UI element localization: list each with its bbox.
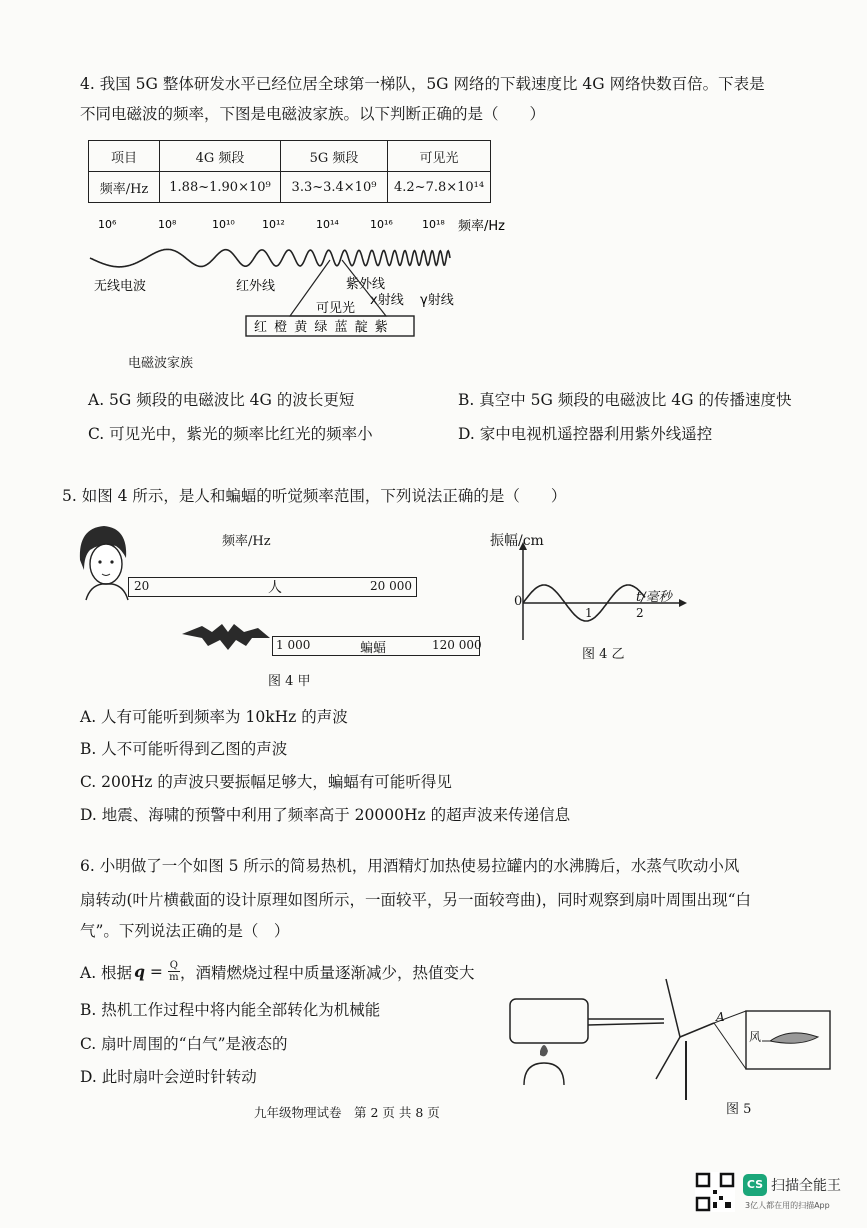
human-range-name: 人	[268, 580, 282, 596]
table-cell: 1.88~1.90×10⁹	[160, 172, 281, 203]
formula-numerator: Q	[169, 960, 178, 971]
spectrum-caption: 电磁波家族	[128, 356, 194, 371]
q6-option-c[interactable]: C. 扇叶周围的“白气”是液态的	[80, 1035, 288, 1053]
table-header-row	[89, 141, 491, 172]
q5-stem: 5. 如图 4 所示，是人和蝙蝠的听觉频率范围，下列说法正确的是（ ）	[62, 487, 567, 505]
fan-blades	[656, 979, 680, 1079]
fig4b-xlabel: t/毫秒	[636, 590, 672, 605]
tick-label: 10¹⁰	[212, 218, 235, 231]
qr-code-icon	[695, 1172, 735, 1212]
fig4a-caption: 图 4 甲	[268, 674, 311, 689]
table-header-cell: 4G 频段	[160, 141, 281, 172]
fig5-label-a: A	[716, 1010, 725, 1024]
q5-option-a[interactable]: A. 人有可能听到频率为 10kHz 的声波	[80, 708, 348, 726]
tick-label: 10⁸	[158, 218, 177, 231]
fig4b-caption: 图 4 乙	[582, 647, 625, 662]
q6-stem-line3: 气”。下列说法正确的是（ ）	[80, 922, 290, 940]
q4-stem-line2: 不同电磁波的频率，下图是电磁波家族。以下判断正确的是（ ）	[80, 105, 546, 123]
q5-option-b[interactable]: B. 人不可能听得到乙图的声波	[80, 740, 288, 758]
q6-option-a-suffix: ，酒精燃烧过程中质量逐渐减少，热值变大	[179, 963, 475, 982]
person-head-image	[72, 520, 132, 602]
table-cell: 3.3~3.4×10⁹	[281, 172, 388, 203]
radio-wave-label: 无线电波	[94, 279, 147, 294]
tick-label: 10¹⁶	[370, 218, 393, 231]
q4-frequency-table	[88, 140, 491, 203]
q6-option-b[interactable]: B. 热机工作过程中将内能全部转化为机械能	[80, 1001, 381, 1019]
visible-colors-label: 红 橙 黄 绿 蓝 靛 紫	[254, 320, 390, 335]
em-spectrum-figure	[80, 212, 540, 342]
formula-q: q	[134, 962, 145, 981]
tick-label: 10⁶	[98, 218, 117, 231]
xray-label: x射线	[370, 293, 404, 308]
table-cell: 4.2~7.8×10¹⁴	[388, 172, 491, 203]
camscanner-logo: CS	[743, 1174, 767, 1196]
frequency-axis-label: 频率/Hz	[458, 219, 505, 234]
fig5-heat-engine	[500, 975, 840, 1100]
q6-stem-line1: 6. 小明做了一个如图 5 所示的简易热机，用酒精灯加热使易拉罐内的水沸腾后，水蒸气吹动小风	[80, 857, 740, 875]
steam-pipe-lower	[588, 1023, 664, 1025]
bat-range-high: 120 000	[432, 638, 482, 652]
fig4b-tick2: 2	[636, 606, 644, 620]
formula-denominator: m	[169, 972, 179, 983]
page-footer: 九年级物理试卷 第 2 页 共 8 页	[254, 1105, 440, 1120]
q6-stem-line2: 扇转动(叶片横截面的设计原理如图所示，一面较平，另一面较弯曲)，同时观察到扇叶周围出现“白	[80, 891, 752, 909]
camscanner-tagline: 3亿人都在用的扫描App	[745, 1201, 830, 1210]
q6-option-a-prefix: A. 根据	[80, 963, 133, 982]
q4-option-a[interactable]: A. 5G 频段的电磁波比 4G 的波长更短	[88, 391, 355, 409]
tick-label: 10¹⁸	[422, 218, 445, 231]
gamma-label: γ射线	[420, 293, 454, 308]
fig5-wind-label: 风	[749, 1030, 762, 1044]
q4-option-c[interactable]: C. 可见光中，紫光的频率比红光的频率小	[88, 425, 373, 443]
x-axis-arrow	[679, 599, 687, 607]
camscanner-name: 扫描全能王	[771, 1178, 841, 1194]
fig5-caption: 图 5	[726, 1102, 752, 1117]
q4-option-d[interactable]: D. 家中电视机遥控器利用紫外线遥控	[458, 425, 713, 443]
flame-icon	[540, 1045, 548, 1056]
q6-option-d[interactable]: D. 此时扇叶会逆时针转动	[80, 1068, 257, 1086]
q4-option-b[interactable]: B. 真空中 5G 频段的电磁波比 4G 的传播速度快	[458, 391, 792, 409]
table-header-cell: 项目	[89, 141, 160, 172]
fig4b-ylabel: 振幅/cm	[490, 533, 544, 549]
human-range-high: 20 000	[370, 579, 412, 593]
q5-option-c[interactable]: C. 200Hz 的声波只要振幅足够大，蝙蝠有可能听得见	[80, 773, 452, 791]
alcohol-lamp	[524, 1063, 564, 1085]
infrared-label: 红外线	[236, 279, 276, 294]
fig4b-origin: 0	[514, 594, 523, 609]
ultraviolet-label: 紫外线	[346, 277, 386, 292]
can-body	[510, 999, 588, 1043]
fig4b-tick1: 1	[585, 606, 593, 620]
fan-blade-right	[680, 1023, 714, 1037]
blade-cross-section	[770, 1033, 818, 1043]
q6-option-a[interactable]	[80, 960, 474, 983]
fig4a-frequency-label: 频率/Hz	[222, 534, 271, 549]
formula-fraction	[168, 960, 180, 983]
table-cell: 频率/Hz	[89, 172, 160, 203]
q5-option-d[interactable]: D. 地震、海啸的预警中利用了频率高于 20000Hz 的超声波来传递信息	[80, 806, 571, 824]
formula-equals: =	[144, 962, 168, 981]
zoom-line	[714, 1023, 746, 1069]
tick-label: 10¹²	[262, 218, 285, 231]
wave-line	[90, 249, 450, 267]
table-header-cell: 5G 频段	[281, 141, 388, 172]
table-row	[89, 172, 491, 203]
human-range-low: 20	[134, 579, 150, 593]
q4-stem-line1: 4. 我国 5G 整体研发水平已经位居全球第一梯队，5G 网络的下载速度比 4G 网络快数百倍。下表是	[80, 75, 765, 93]
table-header-cell: 可见光	[388, 141, 491, 172]
bat-range-low: 1 000	[276, 638, 311, 652]
visible-light-label: 可见光	[316, 301, 356, 316]
tick-label: 10¹⁴	[316, 218, 339, 231]
bat-image	[180, 620, 272, 656]
bat-range-name: 蝙蝠	[360, 641, 387, 656]
